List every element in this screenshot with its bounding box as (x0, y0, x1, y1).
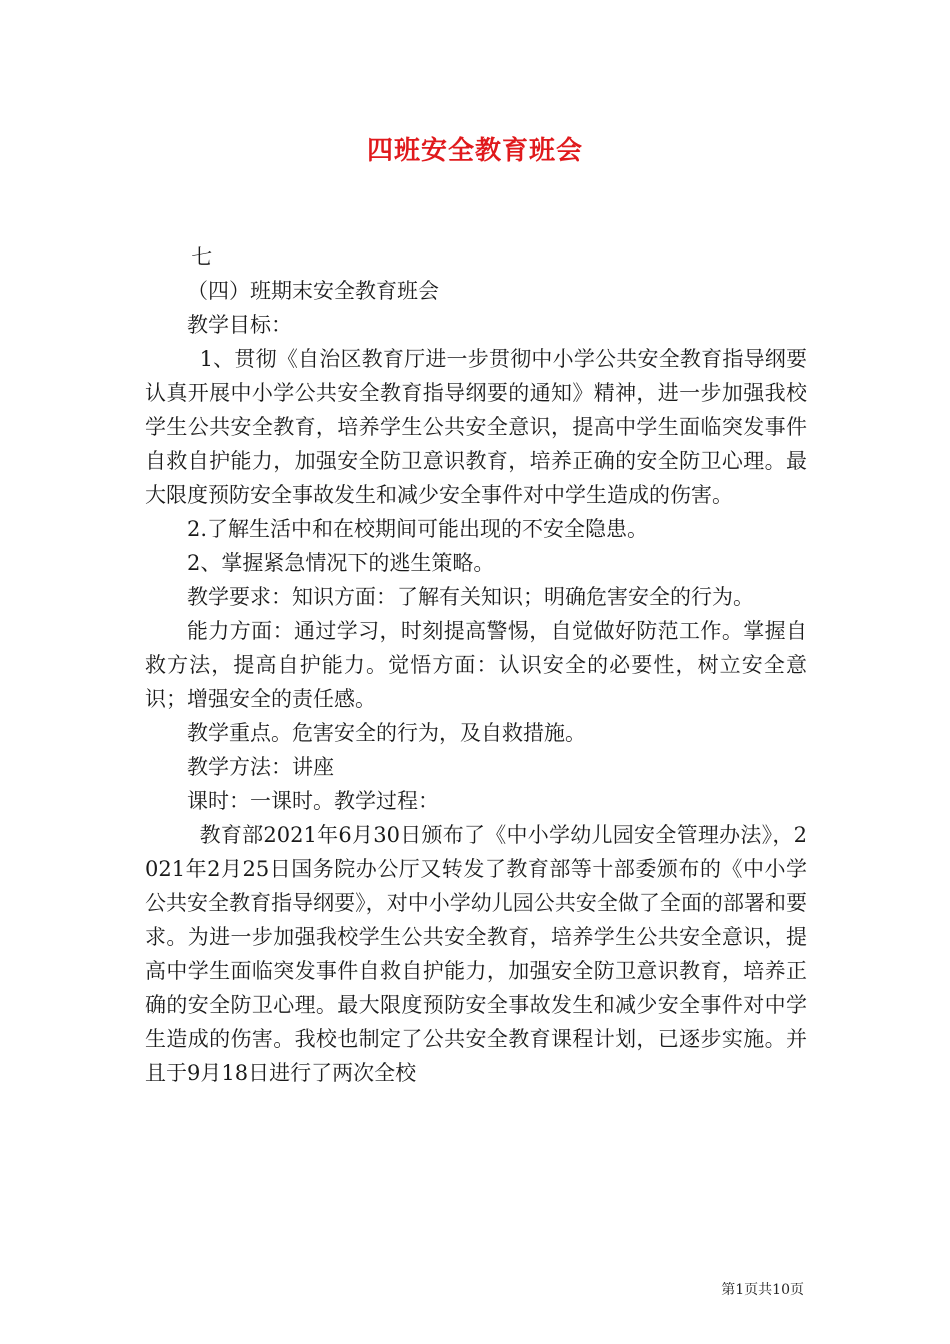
paragraph-objectives-heading: 教学目标： (187, 313, 292, 337)
page-number: 第1页共10页 (721, 1282, 804, 1298)
paragraph-objective-3: 2、掌握紧急情况下的逃生策略。 (187, 551, 495, 575)
paragraph-method: 教学方法：讲座 (187, 755, 334, 779)
paragraph-requirements: 教学要求：知识方面：了解有关知识；明确危害安全的行为。 (187, 585, 754, 609)
paragraph-key-points: 教学重点。危害安全的行为，及自救措施。 (187, 721, 586, 745)
paragraph-objective-1: 1、贯彻《自治区教育厅进一步贯彻中小学公共安全教育指导纲要认真开展中小学公共安全教育指导纲要的通知》精神，进一步加强我校学生公共安全教育，培养学生公共安全意识，提高中学生面临突发事件自救自护能力，加强安全防卫意识教育，培养正确的安全防卫心理。最大限度预防安全事故发生和减少安全事件对中学生造成的伤害。 (145, 347, 807, 507)
paragraph-background: 教育部2021年6月30日颁布了《中小学幼儿园安全管理办法》，2021年2月25日国务院办公厅又转发了教育部等十部委颁布的《中小学公共安全教育指导纲要》，对中小学幼儿园公共安全做了全面的部署和要求。为进一步加强我校学生公共安全教育，培养学生公共安全意识，提高中学生面临突发事件自救自护能力，加强安全防卫意识教育，培养正确的安全防卫心理。最大限度预防安全事故发生和减少安全事件对中学生造成的伤害。我校也制定了公共安全教育课程计划，已逐步实施。并且于9月18日进行了两次全校 (145, 823, 807, 1085)
document-body (145, 240, 807, 1090)
document-title: 四班安全教育班会 (366, 136, 583, 166)
paragraph-ability: 能力方面：通过学习，时刻提高警惕，自觉做好防范工作。掌握自救方法，提高自护能力。觉悟方面：认识安全的必要性，树立安全意识；增强安全的责任感。 (145, 619, 807, 711)
paragraph-objective-2: 2.了解生活中和在校期间可能出现的不安全隐患。 (187, 517, 649, 541)
paragraph-subtitle: （四）班期末安全教育班会 (187, 279, 439, 303)
paragraph-class-hours: 课时：一课时。教学过程： (187, 789, 439, 813)
paragraph-section-number: 七 (191, 245, 213, 269)
